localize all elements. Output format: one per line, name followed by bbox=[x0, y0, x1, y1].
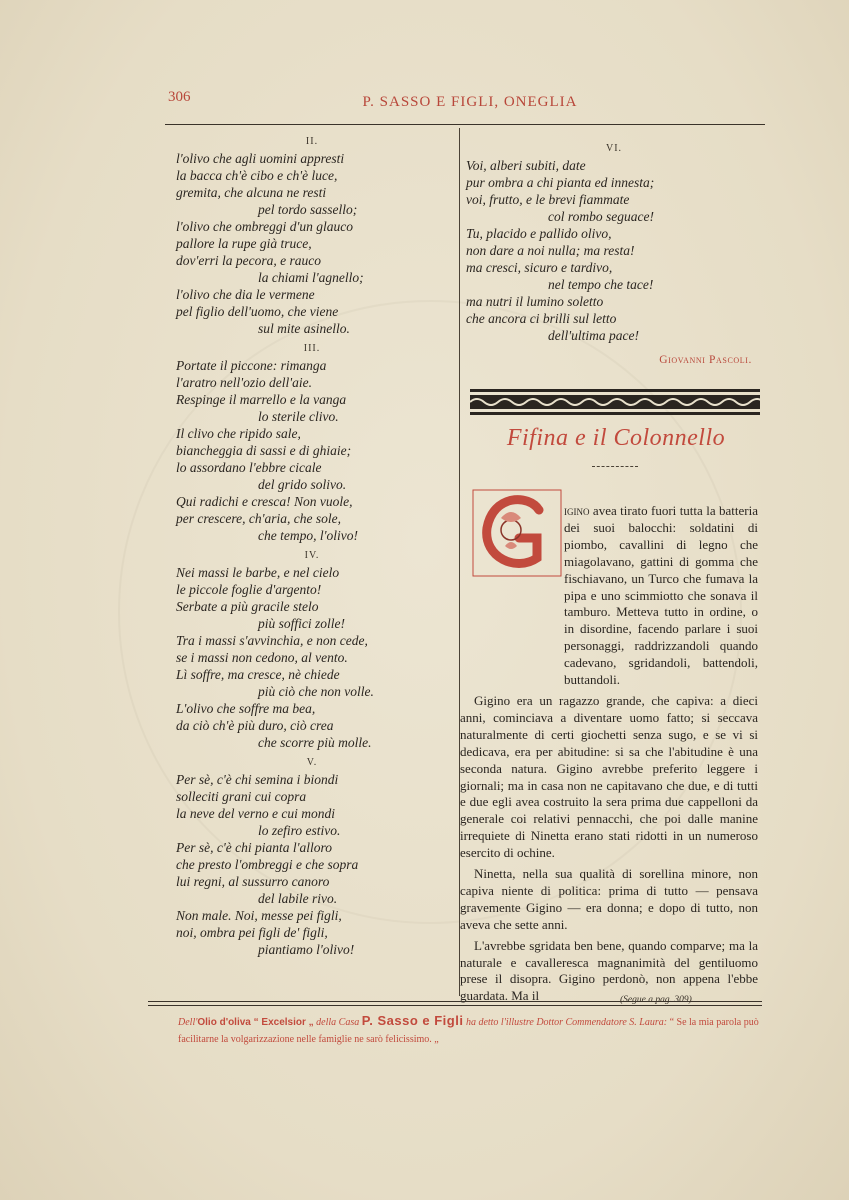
lead-word: igino bbox=[564, 503, 590, 518]
verse-line: Il clivo che ripido sale, bbox=[176, 426, 301, 441]
verse-line: nel tempo che tace! bbox=[548, 277, 654, 292]
verse-line: ma cresci, sicuro e tardivo, bbox=[466, 260, 613, 275]
footer-rule-thin bbox=[148, 1005, 762, 1006]
stanza bbox=[176, 564, 448, 751]
verse-line: l'olivo che agli uomini appresti bbox=[176, 151, 345, 166]
running-title: P. SASSO E FIGLI, ONEGLIA bbox=[362, 94, 578, 110]
verse-line: biancheggia di sassi e di ghiaie; bbox=[176, 443, 352, 458]
verse-line: Tu, placido e pallido olivo, bbox=[466, 226, 612, 241]
verse-line: che tempo, l'olivo! bbox=[258, 528, 358, 543]
verse-line: Serbate a più gracile stelo bbox=[176, 599, 319, 614]
story-paragraph: L'avrebbe sgridata ben bene, quando comparve; ma la naturale e cavalleresca magnanimità del gentiluomo prese il disopra. Gigino perdonò, non appena l'ebbe guardata. Ma il bbox=[460, 937, 758, 1004]
stanza-numeral: VI. bbox=[605, 143, 623, 154]
title-ornament-dash bbox=[592, 466, 638, 467]
poem-author: Giovanni Pascoli. bbox=[659, 354, 752, 366]
verse-line: noi, ombra pei figli de' figli, bbox=[176, 925, 328, 940]
verse-line: Portate il piccone: rimanga bbox=[176, 358, 327, 373]
story-paragraph bbox=[460, 503, 758, 689]
verse-line: pel tordo sassello; bbox=[258, 202, 358, 217]
story-body bbox=[460, 503, 758, 1009]
verse-line: gremita, che alcuna ne resti bbox=[176, 185, 327, 200]
verse-line: ma nutri il lumino soletto bbox=[466, 294, 604, 309]
verse-line: col rombo seguace! bbox=[548, 209, 654, 224]
verse-line: più soffici zolle! bbox=[258, 616, 345, 631]
verse-line: se i massi non cedono, al vento. bbox=[176, 650, 348, 665]
verse-line: lui regni, al sussurro canoro bbox=[176, 874, 330, 889]
ornament-band bbox=[470, 387, 760, 417]
verse-line: l'olivo che ombreggi d'un glauco bbox=[176, 219, 353, 234]
verse-line: L'olivo che soffre ma bea, bbox=[176, 701, 316, 716]
verse-line: dell'ultima pace! bbox=[548, 328, 639, 343]
verse-line: Tra i massi s'avvinchia, e non cede, bbox=[176, 633, 368, 648]
stanza bbox=[176, 150, 448, 337]
header-rule bbox=[165, 124, 765, 125]
verse-line: che presto l'ombreggi e che sopra bbox=[176, 857, 359, 872]
stanza-numeral: III. bbox=[303, 343, 321, 354]
verse-line: che ancora ci brilli sul letto bbox=[466, 311, 617, 326]
verse-line: lo sterile clivo. bbox=[258, 409, 339, 424]
verse-line: pallore la rupe già truce, bbox=[176, 236, 312, 251]
verse-line: Respinge il marrello e la vanga bbox=[176, 392, 347, 407]
verse-line: da ciò ch'è più duro, ciò crea bbox=[176, 718, 334, 733]
stanza-vi bbox=[466, 157, 762, 344]
verse-line: la bacca ch'è cibo e ch'è luce, bbox=[176, 168, 338, 183]
story-title: Fifina e il Colonnello bbox=[506, 425, 726, 451]
verse-line: sul mite asinello. bbox=[258, 321, 350, 336]
verse-line: Nei massi le barbe, e nel cielo bbox=[176, 565, 340, 580]
verse-line: del grido solivo. bbox=[258, 477, 347, 492]
verse-line: Qui radichi e cresca! Non vuole, bbox=[176, 494, 353, 509]
verse-line: del labile rivo. bbox=[258, 891, 338, 906]
poem-right-column bbox=[466, 137, 762, 366]
verse-line: le piccole foglie d'argento! bbox=[176, 582, 322, 597]
footer-rule bbox=[148, 1001, 762, 1002]
paragraph-text: avea tirato fuori tutta la batteria dei suoi balocchi: soldatini di piombo, cavallini di legno che miagolavano, gattini di gomma che fischiavano, un Turco che fumava la pipa e uno scimmiotto che sonava il tamburo. Metteva tutto in ordine, o in disordine, facendo parlare i suoi personaggi, raddrizzandoli quando cadevano, sgridandoli, battendoli, buttandoli. bbox=[564, 503, 758, 688]
verse-line: Voi, alberi subiti, date bbox=[466, 158, 586, 173]
stanza-numeral: V. bbox=[306, 757, 318, 768]
verse-line: lo zefiro estivo. bbox=[258, 823, 341, 838]
footer-product: Olio d'oliva “ Excelsior „ bbox=[197, 1017, 314, 1028]
verse-line: per crescere, ch'aria, che sole, bbox=[176, 511, 341, 526]
verse-line: pur ombra a chi pianta ed innesta; bbox=[466, 175, 655, 190]
verse-line: Non male. Noi, messe pei figli, bbox=[176, 908, 342, 923]
story-paragraph: Gigino era un ragazzo grande, che capiva: a dieci anni, cominciava a diventare uomo fatto; si seccava naturalmente di certi giochetti senza sugo, e se vi si dedicava, era per abitudine: si sa che l'abitudine è una seconda natura. Gigino avrebbe preferito leggere i giornali; ma in casa non ne capitavano che due, e di tutti e due egli avea costruito la sera prima due cappelloni da generale coi relativi pennacchi, che poi dalle manine irrequiete di Ninetta erano stati ridotti in un numeroso esercito di ochine. bbox=[460, 692, 758, 861]
verse-line: l'aratro nell'ozio dell'aie. bbox=[176, 375, 313, 390]
stanza-numeral: IV. bbox=[304, 550, 320, 561]
verse-line: voi, frutto, e le brevi fiammate bbox=[466, 192, 630, 207]
footer-text-1: Dell' bbox=[178, 1017, 198, 1028]
verse-line: la neve del verno e cui mondi bbox=[176, 806, 335, 821]
page-number: 306 bbox=[168, 89, 191, 105]
footer-text-3: ha detto l'illustre Dottor Commendatore S. Laura: bbox=[463, 1017, 670, 1028]
stanza-numeral: II. bbox=[305, 136, 319, 147]
stanza bbox=[176, 771, 448, 958]
verse-line: l'olivo che dia le vermene bbox=[176, 287, 315, 302]
continued-note: (Segue a pag. 309). bbox=[620, 995, 695, 1005]
footer-company: P. Sasso e Figli bbox=[361, 1013, 464, 1028]
verse-line: solleciti grani cui copra bbox=[176, 789, 307, 804]
footer-advertisement bbox=[178, 1012, 760, 1048]
verse-line: più ciò che non volle. bbox=[258, 684, 374, 699]
verse-line: piantiamo l'olivo! bbox=[258, 942, 355, 957]
verse-line: Per sè, c'è chi semina i biondi bbox=[176, 772, 339, 787]
stanza bbox=[176, 357, 448, 544]
story-paragraph: Ninetta, nella sua qualità di sorellina minore, non capiva niente di politica: prima di tutto — pensava gravemente Gigino — era donna; e dopo di tutto, non aveva che sette anni. bbox=[460, 866, 758, 932]
verse-line: che scorre più molle. bbox=[258, 735, 372, 750]
verse-line: non dare a noi nulla; ma resta! bbox=[466, 243, 635, 258]
verse-line: Per sè, c'è chi pianta l'alloro bbox=[176, 840, 332, 855]
verse-line: pel figlio dell'uomo, che viene bbox=[176, 304, 339, 319]
poem-left-column bbox=[176, 130, 448, 964]
verse-line: lo assordano l'ebbre cicale bbox=[176, 460, 322, 475]
footer-text-2: della Casa bbox=[313, 1017, 362, 1028]
footer-quote: “ Se la mia parola può facilitarne la volgarizzazione nelle famiglie ne sarò felicissimo. „ bbox=[178, 1017, 759, 1045]
verse-line: Lì soffre, ma cresce, nè chiede bbox=[176, 667, 340, 682]
verse-line: dov'erri la pecora, e rauco bbox=[176, 253, 321, 268]
verse-line: la chiami l'agnello; bbox=[258, 270, 364, 285]
